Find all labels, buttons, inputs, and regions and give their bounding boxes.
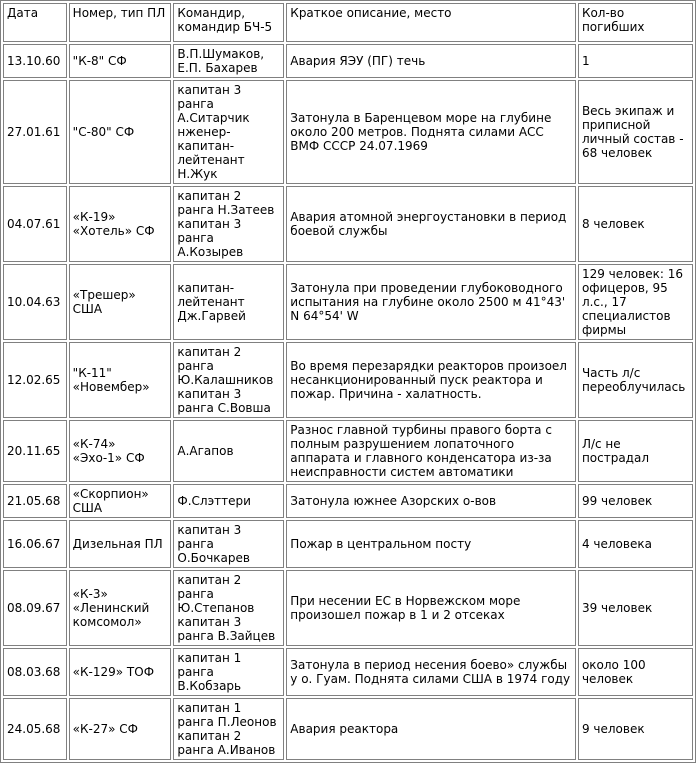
cell-commander: А.Агапов xyxy=(173,420,284,482)
cell-casualties: 8 человек xyxy=(578,186,693,262)
header-commander: Командир, командир БЧ-5 xyxy=(173,3,284,42)
cell-casualties: Весь экипаж и приписной личный состав - 68 человек xyxy=(578,80,693,184)
cell-casualties: 1 xyxy=(578,44,693,78)
cell-date: 12.02.65 xyxy=(3,342,67,418)
cell-boat: «К-27» СФ xyxy=(69,698,172,760)
table-row xyxy=(3,264,693,340)
cell-description: Затонула южнее Азорских о-вов xyxy=(286,484,576,518)
cell-commander: капитан 2 ранга Ю.Степанов капитан 3 ранга В.Зайцев xyxy=(173,570,284,646)
header-casualties: Кол-во погибших xyxy=(578,3,693,42)
cell-casualties: Л/с не пострадал xyxy=(578,420,693,482)
table-row xyxy=(3,648,693,696)
cell-boat: «Трешер» США xyxy=(69,264,172,340)
header-date: Дата xyxy=(3,3,67,42)
table-row xyxy=(3,80,693,184)
header-description: Краткое описание, место xyxy=(286,3,576,42)
cell-date: 04.07.61 xyxy=(3,186,67,262)
header-boat: Номер, тип ПЛ xyxy=(69,3,172,42)
cell-date: 21.05.68 xyxy=(3,484,67,518)
cell-commander: капитан 3 ранга О.Бочкарев xyxy=(173,520,284,568)
cell-description: Пожар в центральном посту xyxy=(286,520,576,568)
cell-description: Разнос главной турбины правого борта с полным разрушением лопаточного аппарата и главного конденсатора из-за неисправности систем автоматики xyxy=(286,420,576,482)
cell-description: Затонула в Баренцевом море на глубине около 200 метров. Поднята силами АСС ВМФ СССР 24.07.1969 xyxy=(286,80,576,184)
table-row xyxy=(3,520,693,568)
table-row xyxy=(3,484,693,518)
table-row xyxy=(3,44,693,78)
cell-boat: "К-8" СФ xyxy=(69,44,172,78)
cell-casualties: 4 человека xyxy=(578,520,693,568)
cell-commander: капитан-лейтенант Дж.Гарвей xyxy=(173,264,284,340)
cell-date: 20.11.65 xyxy=(3,420,67,482)
cell-boat: «Скорпион» США xyxy=(69,484,172,518)
cell-casualties: 9 человек xyxy=(578,698,693,760)
table-row xyxy=(3,698,693,760)
cell-description: При несении ЕС в Норвежском море произошел пожар в 1 и 2 отсеках xyxy=(286,570,576,646)
cell-date: 10.04.63 xyxy=(3,264,67,340)
cell-boat: "С-80" СФ xyxy=(69,80,172,184)
cell-date: 08.03.68 xyxy=(3,648,67,696)
cell-description: Авария ЯЭУ (ПГ) течь xyxy=(286,44,576,78)
cell-casualties: около 100 человек xyxy=(578,648,693,696)
cell-description: Авария реактора xyxy=(286,698,576,760)
cell-description: Авария атомной энергоустановки в период боевой службы xyxy=(286,186,576,262)
table-header-row xyxy=(3,3,693,42)
cell-commander: капитан 3 ранга А.Ситарчик нженер-капитан-лейтенант Н.Жук xyxy=(173,80,284,184)
cell-description: Затонула в период несения боево» службы у о. Гуам. Поднята силами США в 1974 году xyxy=(286,648,576,696)
cell-boat: «К-74» «Эхо-1» СФ xyxy=(69,420,172,482)
table-row xyxy=(3,186,693,262)
cell-date: 13.10.60 xyxy=(3,44,67,78)
cell-commander: капитан 2 ранга Н.Затеев капитан 3 ранга А.Козырев xyxy=(173,186,284,262)
cell-commander: В.П.Шумаков, Е.П. Бахарев xyxy=(173,44,284,78)
cell-boat: «К-129» ТОФ xyxy=(69,648,172,696)
table-row xyxy=(3,420,693,482)
table-row xyxy=(3,342,693,418)
cell-boat: «К-3» «Ленинский комсомол» xyxy=(69,570,172,646)
cell-casualties: Часть л/с переоблучилась xyxy=(578,342,693,418)
cell-date: 16.06.67 xyxy=(3,520,67,568)
cell-boat: «К-19» «Хотель» СФ xyxy=(69,186,172,262)
cell-commander: капитан 1 ранга П.Леонов капитан 2 ранга А.Иванов xyxy=(173,698,284,760)
cell-casualties: 129 человек: 16 офицеров, 95 л.с., 17 специалистов фирмы xyxy=(578,264,693,340)
cell-description: Затонула при проведении глубоководного испытания на глубине около 2500 м 41°43' N 64°54' W xyxy=(286,264,576,340)
cell-boat: Дизельная ПЛ xyxy=(69,520,172,568)
cell-commander: капитан 2 ранга Ю.Калашников капитан 3 ранга С.Вовша xyxy=(173,342,284,418)
cell-commander: Ф.Слэттери xyxy=(173,484,284,518)
cell-description: Во время перезарядки реакторов произоел несанкционированный пуск реактора и пожар. Причина - халатность. xyxy=(286,342,576,418)
cell-casualties: 39 человек xyxy=(578,570,693,646)
cell-date: 27.01.61 xyxy=(3,80,67,184)
cell-casualties: 99 человек xyxy=(578,484,693,518)
cell-boat: "К-11" «Новембер» xyxy=(69,342,172,418)
table-row xyxy=(3,570,693,646)
cell-commander: капитан 1 ранга В.Кобзарь xyxy=(173,648,284,696)
cell-date: 08.09.67 xyxy=(3,570,67,646)
cell-date: 24.05.68 xyxy=(3,698,67,760)
